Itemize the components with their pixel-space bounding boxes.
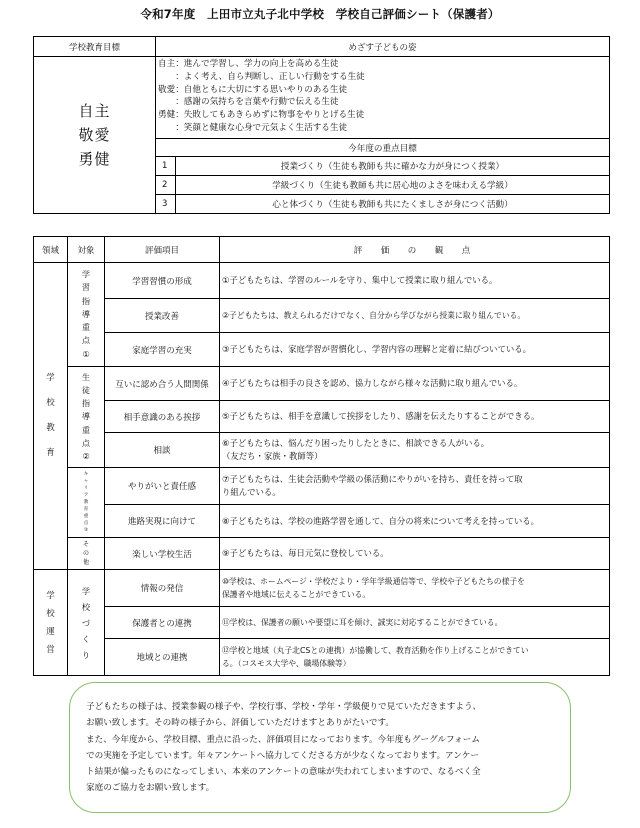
eval-viewpoint: ⑪学校は、保護者の願いや要望に耳を傾け、誠実に対応することができている。: [220, 607, 610, 639]
target-career-education: キ ャ リ ア 教 育 重 点 ③: [68, 468, 105, 538]
eval-viewpoint: ⑫学校と地域（丸子北CSとの連携）が協働して、教育活動を作り上げることができてい る。（コスモス大学や、職場体験等）: [220, 639, 610, 676]
item-header: 評価項目: [105, 237, 220, 263]
eval-item: 相談: [105, 433, 220, 468]
eval-item: 互いに認め合う人間関係: [105, 367, 220, 401]
eval-viewpoint: ⑧子どもたちは、学校の進路学習を通して、自分の将来について考えを持っている。: [220, 505, 610, 538]
eval-viewpoint: ⑩学校は、ホームページ・学校だより・学年学級通信等で、学校や子どもたちの様子を 保護者や地域に伝えることができている。: [220, 570, 610, 607]
domain-header: 領域: [34, 237, 68, 263]
request-note: [69, 682, 571, 813]
priority-text: 学級づくり（生徒も教師も共に居心地のよさを味わえる学級）: [176, 176, 610, 195]
school-goals-table: [33, 36, 610, 214]
priority-text: 授業づくり（生徒も教師も共に確かな力が身につく授業）: [176, 157, 610, 176]
eval-item: やりがいと責任感: [105, 468, 220, 505]
eval-viewpoint: ②子どもたちは、教えられるだけでなく、自分から学びながら授業に取り組んでいる。: [220, 299, 610, 333]
vision-line: ：よく考え、自ら判断し、正しい行動をする生徒: [158, 71, 365, 82]
vision-line: ：感謝の気持ちを言葉や行動で伝える生徒: [158, 97, 339, 108]
goal-keiai: 敬愛: [78, 126, 111, 144]
domain-school-management: 学 校 運 営: [34, 570, 68, 676]
domain-school-education: 学 校 教 育: [34, 263, 68, 570]
evaluation-table: [33, 236, 610, 676]
vision-line: 勇健：失敗してもあきらめずに物事をやりとげる生徒: [158, 110, 365, 121]
eval-item: 学習習慣の形成: [105, 263, 220, 299]
priority-number: 2: [156, 176, 176, 195]
note-line: また、今年度から、学校目標、重点に沿った、評価項目になっております。今年度もグーグルフォーム: [86, 734, 480, 745]
goal-header: 学校教育目標: [34, 37, 156, 57]
eval-item: 情報の発信: [105, 570, 220, 607]
goal-yuken: 勇健: [78, 150, 111, 168]
school-goals-cell: [34, 57, 156, 214]
eval-item: 授業改善: [105, 299, 220, 333]
viewpoint-header: 評 価 の 観 点: [220, 237, 610, 263]
eval-viewpoint: ⑥子どもたちは、悩んだり困ったりしたときに、相談できる人がいる。 （友だち・家族・教師等）: [220, 433, 610, 468]
priority-number: 3: [156, 195, 176, 214]
eval-item: 家庭学習の充実: [105, 333, 220, 367]
target-other: そ の 他: [68, 538, 105, 570]
page-title: 令和7年度 上田市立丸子北中学校 学校自己評価シート（保護者）: [140, 7, 500, 21]
vision-line: 自主：進んで学習し、学力の向上を高める生徒: [158, 59, 339, 69]
eval-item: 地域との連携: [105, 639, 220, 676]
vision-line: 敬愛：自他ともに大切にする思いやりのある生徒: [158, 84, 348, 95]
target-header: 対象: [68, 237, 105, 263]
note-line: での実施を予定しています。年々アンケートへ協力してくださる方が少なくなっております。アンケー: [86, 750, 479, 761]
eval-viewpoint: ④子どもたちは相手の良さを認め、協力しながら様々な活動に取り組んでいる。: [220, 367, 610, 401]
target-school-building: 学 校 づ く り: [68, 570, 105, 676]
target-learning-guidance: 学 習 指 導 重 点 ①: [68, 263, 105, 367]
vision-header: めざす子どもの姿: [156, 37, 610, 57]
eval-viewpoint: ①子どもたちは、学習のルールを守り、集中して授業に取り組んでいる。: [220, 263, 610, 299]
eval-item: 相手意識のある挨拶: [105, 401, 220, 433]
note-line: 家庭のご協力をお願い致します。: [86, 783, 215, 794]
eval-viewpoint: ⑦子どもたちは、生徒会活動や学級の係活動にやりがいを持ち、責任を持って取 り組んでいる。: [220, 468, 610, 505]
note-line: お願い致します。その時の様子から、評価していただけますとありがたいです。: [86, 718, 395, 729]
vision-line: ：笑顔と健康な心身で元気よく生活する生徒: [158, 122, 348, 133]
eval-item: 保護者との連携: [105, 607, 220, 639]
priority-text: 心と体づくり（生徒も教師も共にたくましさが身につく活動）: [176, 195, 610, 214]
vision-list: [156, 57, 610, 139]
note-line: 子どもたちの様子は、授業参観の様子や、学校行事、学校・学年・学級便りで見ていただきますよう、: [86, 702, 482, 712]
eval-item: 楽しい学校生活: [105, 538, 220, 570]
note-line: ト結果が偏ったものになってしまい、本来のアンケートの意味が失われてしまいますので、なるべく全: [86, 767, 481, 778]
eval-item: 進路実現に向けて: [105, 505, 220, 538]
priority-number: 1: [156, 157, 176, 176]
eval-viewpoint: ③子どもたちは、家庭学習が習慣化し、学習内容の理解と定着に結びついている。: [220, 333, 610, 367]
eval-viewpoint: ⑤子どもたちは、相手を意識して挨拶をしたり、感謝を伝えたりすることができる。: [220, 401, 610, 433]
target-student-guidance: 生 徒 指 導 重 点 ②: [68, 367, 105, 468]
goal-jishu: 自主: [78, 102, 111, 120]
eval-viewpoint: ⑨子どもたちは、毎日元気に登校している。: [220, 538, 610, 570]
priority-header: 今年度の重点目標: [156, 139, 610, 157]
